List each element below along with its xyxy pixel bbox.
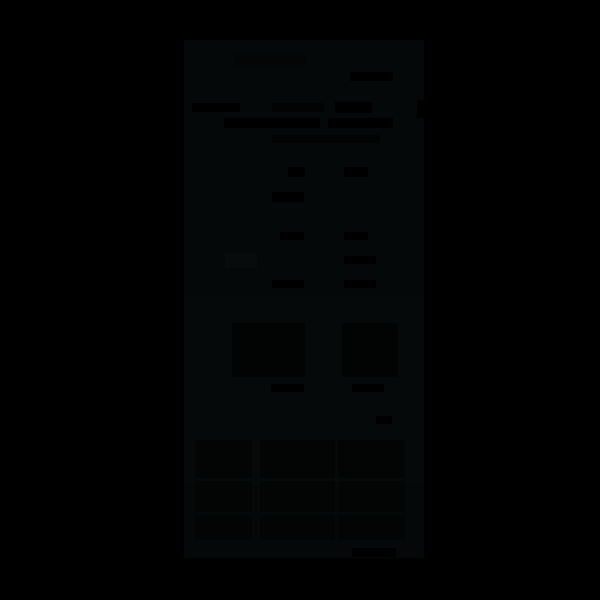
redacted-text-bar bbox=[288, 167, 305, 177]
redacted-caption-bar bbox=[271, 384, 304, 392]
redacted-text-bar bbox=[272, 280, 304, 288]
faint-text-bar bbox=[272, 135, 380, 143]
grid-tile bbox=[260, 481, 335, 512]
faint-text-bar bbox=[272, 103, 324, 112]
redacted-text-bar bbox=[280, 232, 304, 240]
header-media-placeholder bbox=[234, 53, 306, 67]
grid-tile bbox=[260, 515, 335, 540]
grid-tile bbox=[338, 515, 405, 540]
redacted-value-bar bbox=[328, 118, 393, 128]
edge-notch-block bbox=[417, 100, 424, 118]
grid-tile bbox=[338, 481, 405, 512]
app-panel bbox=[184, 40, 424, 558]
redacted-value-bar bbox=[344, 256, 376, 264]
grid-tile bbox=[338, 440, 405, 478]
redacted-caption-bar bbox=[352, 384, 384, 392]
redacted-value-bar bbox=[344, 280, 376, 288]
grid-tile bbox=[195, 481, 252, 512]
redacted-text-bar bbox=[224, 118, 320, 128]
thumbnail-placeholder bbox=[225, 253, 257, 268]
grid-tile bbox=[195, 515, 252, 540]
redacted-title-bar bbox=[350, 72, 393, 81]
redacted-value-bar bbox=[344, 167, 368, 177]
redacted-small-bar bbox=[376, 416, 392, 424]
grid-tile bbox=[195, 440, 252, 478]
redacted-bottom-bar bbox=[352, 548, 396, 557]
redacted-value-bar bbox=[335, 102, 372, 113]
redacted-text-bar bbox=[272, 192, 304, 202]
redacted-text-bar bbox=[192, 103, 240, 112]
card-placeholder-left bbox=[232, 323, 305, 377]
card-placeholder-right bbox=[342, 323, 398, 377]
grid-tile bbox=[260, 440, 335, 478]
redacted-value-bar bbox=[344, 232, 368, 240]
